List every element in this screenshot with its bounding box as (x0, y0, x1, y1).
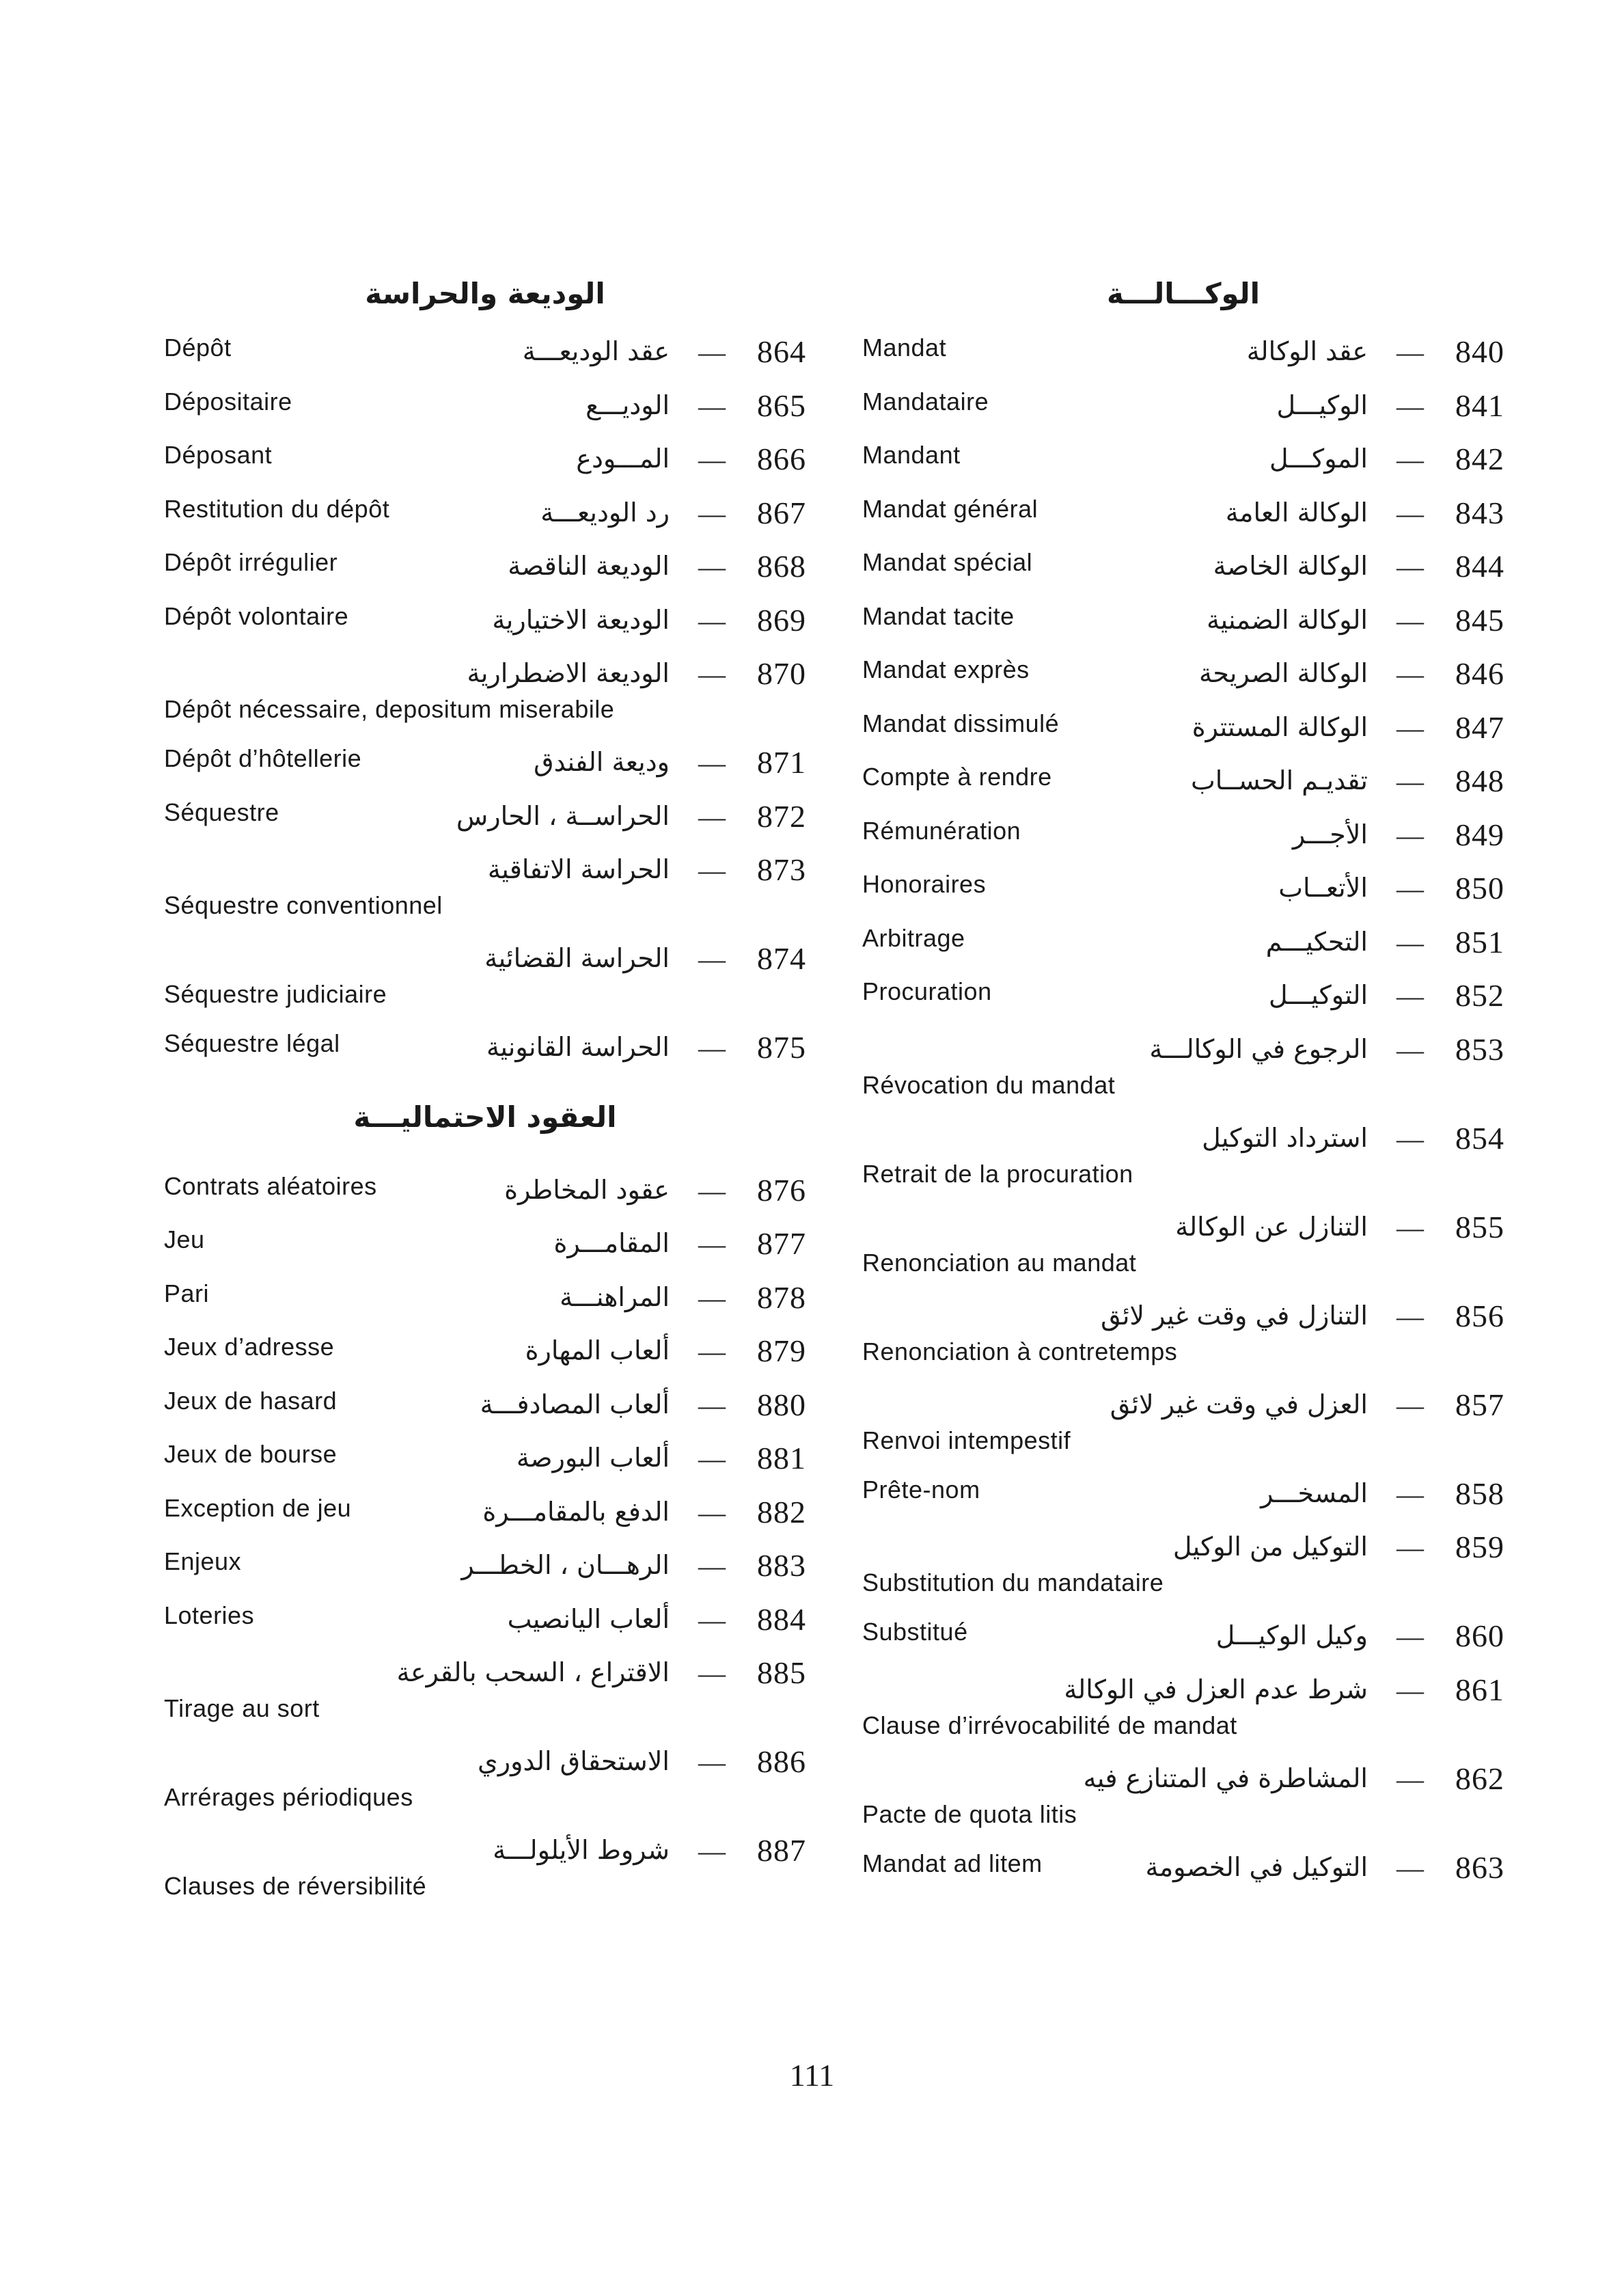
entry-dash: — (1396, 873, 1424, 904)
entry-dash: — (698, 1497, 726, 1528)
entry-number: 864 (757, 334, 806, 369)
entry-number: 852 (1455, 978, 1504, 1013)
french-term: Mandat (862, 334, 947, 362)
glossary-entry (862, 593, 1504, 647)
glossary-entry (862, 539, 1504, 593)
glossary-entry (862, 808, 1504, 862)
arabic-term: التنازل في وقت غير لائق (1101, 1300, 1368, 1331)
arabic-term: الرجوع في الوكالـــة (1149, 1033, 1368, 1064)
glossary-entry (862, 1752, 1504, 1840)
arabic-term: التوكيـــل (1269, 980, 1368, 1010)
entry-dash: — (1396, 1674, 1424, 1706)
entry-number: 867 (757, 495, 806, 530)
entry-number: 844 (1455, 549, 1504, 584)
entry-number: 858 (1455, 1476, 1504, 1511)
arabic-term: ألعاب اليانصيب (507, 1603, 670, 1634)
french-term: Honoraires (862, 870, 987, 898)
left-entry-list (164, 325, 806, 1074)
entry-dash: — (1396, 552, 1424, 582)
arabic-term: عقد الوديعـــة (522, 336, 670, 366)
entry-dash: — (698, 1747, 726, 1778)
french-term: Séquestre légal (164, 1029, 340, 1057)
arabic-term: التوكيل في الخصومة (1145, 1851, 1368, 1882)
french-term: Mandat spécial (862, 548, 1033, 576)
glossary-entry (164, 1270, 806, 1324)
french-term: Exception de jeu (164, 1493, 352, 1522)
arabic-term: شرط عدم العزل في الوكالة (1064, 1674, 1368, 1704)
french-term: Jeux de hasard (164, 1386, 338, 1415)
glossary-entry (862, 1609, 1504, 1663)
entry-number: 850 (1455, 871, 1504, 906)
arabic-term: تقديـم الحســاب (1190, 765, 1368, 796)
arabic-term: وكيل الوكيـــل (1215, 1620, 1368, 1650)
entry-dash: — (1396, 444, 1424, 475)
entry-number: 845 (1455, 602, 1504, 638)
arabic-term: ألعاب البورصة (516, 1443, 670, 1473)
french-term: Dépositaire (164, 387, 292, 416)
entry-dash: — (698, 1836, 726, 1866)
arabic-term: الوكالة الصريحة (1199, 658, 1368, 688)
entry-dash: — (1396, 659, 1424, 690)
arabic-term: الوديـــع (586, 390, 670, 420)
french-term: Mandat tacite (862, 601, 1015, 630)
arabic-term: الوكالة المستترة (1192, 711, 1368, 742)
glossary-entry (164, 593, 806, 647)
french-term: Procuration (862, 977, 992, 1005)
entry-number: 879 (757, 1333, 806, 1368)
entry-number: 882 (757, 1494, 806, 1530)
french-term: Substitué (862, 1618, 968, 1646)
entry-dash: — (1396, 1478, 1424, 1510)
glossary-entry (862, 1520, 1504, 1609)
entry-number: 842 (1455, 441, 1504, 476)
entry-number: 869 (757, 602, 806, 638)
arabic-term: الموكـــل (1269, 444, 1368, 474)
entry-number: 843 (1455, 495, 1504, 530)
arabic-term: شروط الأيلولـــة (493, 1835, 670, 1865)
arabic-term: المقامـــرة (553, 1228, 670, 1258)
entry-dash: — (698, 944, 726, 975)
arabic-term: الحراسة الاتفاقية (487, 854, 670, 884)
right-column (862, 263, 1504, 1894)
entry-number: 868 (757, 549, 806, 584)
glossary-entry (862, 647, 1504, 701)
entry-number: 886 (757, 1744, 806, 1779)
arabic-term: المسخـــر (1261, 1478, 1368, 1508)
page-number: 111 (789, 2058, 835, 2093)
glossary-entry (164, 379, 806, 433)
entry-number: 883 (757, 1548, 806, 1583)
glossary-entry (164, 1324, 806, 1378)
entry-dash: — (698, 390, 726, 422)
french-term: Substitution du mandataire (862, 1568, 1164, 1596)
entry-dash: — (1396, 819, 1424, 851)
glossary-entry (164, 1216, 806, 1270)
entry-number: 875 (757, 1030, 806, 1065)
entry-number: 841 (1455, 388, 1504, 423)
arabic-term: التحكيـــم (1265, 926, 1368, 957)
entry-number: 855 (1455, 1209, 1504, 1245)
arabic-term: التنازل عن الوكالة (1175, 1211, 1368, 1242)
entry-dash: — (1396, 1123, 1424, 1154)
french-term: Clause d’irrévocabilité de mandat (862, 1711, 1237, 1739)
entry-dash: — (698, 1033, 726, 1063)
arabic-term: الحراسة القضائية (484, 943, 670, 973)
french-term: Prête-nom (862, 1475, 980, 1504)
entry-number: 866 (757, 441, 806, 476)
french-term: Dépôt nécessaire, depositum miserabile (164, 695, 615, 723)
entry-dash: — (1396, 1852, 1424, 1884)
entry-number: 863 (1455, 1849, 1504, 1885)
arabic-term: الدفع بالمقامـــرة (482, 1496, 670, 1527)
entry-number: 874 (757, 941, 806, 976)
entry-number: 851 (1455, 924, 1504, 960)
entry-dash: — (698, 498, 726, 529)
entry-number: 849 (1455, 817, 1504, 852)
left-sub-entry-list (164, 1163, 806, 1913)
entry-dash: — (1396, 1034, 1424, 1065)
french-term: Séquestre (164, 798, 279, 826)
glossary-entry (862, 325, 1504, 379)
glossary-entry (862, 432, 1504, 486)
arabic-term: الأتعــاب (1278, 873, 1368, 903)
entry-dash: — (1396, 337, 1424, 368)
glossary-entry (164, 1823, 806, 1912)
glossary-entry (862, 1663, 1504, 1752)
glossary-entry (164, 1378, 806, 1432)
section-title-mandat: الوكـــالـــة (1106, 277, 1261, 310)
glossary-entry (862, 1200, 1504, 1289)
french-term: Séquestre conventionnel (164, 891, 443, 919)
entry-number: 859 (1455, 1530, 1504, 1564)
arabic-term: وديعة الفندق (534, 747, 670, 777)
entry-dash: — (698, 605, 726, 636)
entry-number: 846 (1455, 656, 1504, 691)
entry-dash: — (698, 552, 726, 582)
french-term: Restitution du dépôt (164, 494, 390, 523)
arabic-term: عقد الوكالة (1246, 336, 1368, 366)
entry-number: 853 (1455, 1031, 1504, 1067)
entry-dash: — (1396, 712, 1424, 744)
french-term: Contrats aléatoires (164, 1171, 377, 1200)
entry-number: 857 (1455, 1387, 1504, 1422)
french-term: Révocation du mandat (862, 1070, 1116, 1099)
glossary-entry (862, 1467, 1504, 1521)
entry-dash: — (1396, 981, 1424, 1011)
entry-dash: — (1396, 766, 1424, 797)
arabic-term: الرهـــان ، الخطـــر (461, 1550, 670, 1580)
french-term: Mandat général (862, 494, 1038, 523)
entry-dash: — (1396, 1621, 1424, 1652)
entry-dash: — (1396, 1212, 1424, 1243)
entry-number: 860 (1455, 1618, 1504, 1653)
arabic-term: الوكالة الخاصة (1213, 551, 1368, 581)
arabic-term: الاستحقاق الدوري (478, 1746, 670, 1776)
entry-number: 847 (1455, 709, 1504, 745)
glossary-entry (164, 843, 806, 932)
arabic-term: عقود المخاطرة (504, 1174, 670, 1205)
entry-dash: — (698, 1282, 726, 1314)
arabic-term: المراهنـــة (560, 1281, 670, 1312)
entry-number: 880 (757, 1387, 806, 1422)
entry-dash: — (1396, 498, 1424, 529)
arabic-term: المشاطرة في المتنازع فيه (1083, 1763, 1368, 1793)
glossary-entry (164, 1646, 806, 1735)
entry-number: 856 (1455, 1298, 1504, 1333)
french-term: Pari (164, 1279, 210, 1307)
entry-dash: — (698, 1658, 726, 1689)
entry-number: 881 (757, 1441, 806, 1476)
glossary-entry (862, 861, 1504, 915)
french-term: Rémunération (862, 816, 1021, 845)
entry-dash: — (698, 801, 726, 832)
arabic-term: العزل في وقت غير لائق (1110, 1389, 1368, 1419)
entry-dash: — (698, 1604, 726, 1635)
entry-dash: — (698, 1389, 726, 1421)
glossary-entry (862, 1111, 1504, 1200)
glossary-entry (862, 1022, 1504, 1111)
french-term: Renonciation au mandat (862, 1248, 1137, 1277)
french-term: Dépôt irrégulier (164, 548, 338, 576)
entry-dash: — (698, 1443, 726, 1474)
entry-number: 877 (757, 1226, 806, 1261)
glossary-entry (164, 432, 806, 486)
arabic-term: الاقتراع ، السحب بالقرعة (396, 1657, 670, 1687)
arabic-term: الوديعة الاضطرارية (467, 658, 670, 688)
arabic-term: الأجـــر (1292, 819, 1368, 849)
french-term: Compte à rendre (862, 763, 1052, 791)
glossary-entry (164, 1485, 806, 1539)
glossary-entry (862, 915, 1504, 969)
entry-dash: — (1396, 390, 1424, 422)
entry-dash: — (1396, 1389, 1424, 1421)
arabic-term: الوكيـــل (1276, 390, 1368, 420)
entry-number: 887 (757, 1833, 806, 1868)
section-title-depot: الوديعة والحراسة (365, 277, 605, 310)
glossary-entry (164, 486, 806, 540)
entry-dash: — (698, 1551, 726, 1581)
french-term: Mandat ad litem (862, 1849, 1043, 1877)
entry-number: 884 (757, 1601, 806, 1637)
arabic-term: الحراسة القانونية (486, 1032, 670, 1062)
entry-number: 848 (1455, 763, 1504, 798)
french-term: Dépôt (164, 334, 232, 362)
glossary-entry (862, 486, 1504, 540)
french-term: Loteries (164, 1601, 255, 1629)
glossary-entry (862, 701, 1504, 754)
french-term: Renonciation à contretemps (862, 1337, 1178, 1365)
french-term: Retrait de la procuration (862, 1159, 1133, 1188)
glossary-entry (164, 647, 806, 735)
arabic-term: التوكيل من الوكيل (1172, 1532, 1368, 1562)
entry-number: 862 (1455, 1760, 1504, 1796)
glossary-entry (862, 1378, 1504, 1467)
entry-number: 878 (757, 1279, 806, 1315)
glossary-entry (164, 1020, 806, 1074)
glossary-entry (164, 1538, 806, 1592)
french-term: Clauses de réversibilité (164, 1872, 427, 1900)
entry-dash: — (1396, 1532, 1424, 1563)
entry-dash: — (698, 1175, 726, 1206)
entry-number: 854 (1455, 1120, 1504, 1156)
entry-dash: — (698, 444, 726, 475)
french-term: Dépôt d’hôtellerie (164, 744, 362, 772)
left-column (164, 263, 806, 1912)
arabic-term: الوديعة الاختيارية (492, 604, 670, 635)
glossary-entry (164, 1592, 806, 1646)
french-term: Tirage au sort (164, 1694, 320, 1722)
glossary-entry (862, 379, 1504, 433)
entry-number: 871 (757, 745, 806, 780)
entry-dash: — (1396, 1301, 1424, 1332)
right-entry-list (862, 325, 1504, 1894)
arabic-term: رد الوديعـــة (540, 497, 670, 528)
glossary-entry (164, 1431, 806, 1485)
glossary-entry (164, 932, 806, 1020)
arabic-term: الحراســة ، الحارس (456, 800, 670, 831)
entry-dash: — (698, 748, 726, 778)
french-term: Déposant (164, 441, 273, 469)
french-term: Renvoi intempestif (862, 1426, 1071, 1454)
section-title-contrats-aleatoires: العقود الاحتماليـــة (353, 1100, 617, 1134)
entry-number: 870 (757, 656, 806, 691)
entry-number: 872 (757, 798, 806, 834)
arabic-term: استرداد التوكيل (1202, 1122, 1368, 1153)
arabic-term: الوكالة الضمنية (1207, 604, 1368, 635)
entry-number: 876 (757, 1172, 806, 1208)
french-term: Mandant (862, 441, 961, 469)
entry-number: 885 (757, 1655, 806, 1690)
glossary-entry (164, 1163, 806, 1217)
entry-dash: — (698, 1229, 726, 1260)
entry-number: 840 (1455, 334, 1504, 369)
entry-dash: — (698, 337, 726, 368)
arabic-term: الوكالة العامة (1225, 497, 1368, 528)
french-term: Enjeux (164, 1547, 242, 1575)
arabic-term: ألعاب المصادفـــة (480, 1389, 670, 1419)
french-term: Jeu (164, 1225, 205, 1253)
french-term: Dépôt volontaire (164, 601, 349, 630)
entry-dash: — (698, 1336, 726, 1367)
glossary-entry (164, 325, 806, 379)
entry-dash: — (698, 855, 726, 886)
glossary-entry (164, 735, 806, 789)
entry-dash: — (1396, 1763, 1424, 1795)
glossary-entry (164, 539, 806, 593)
entry-number: 861 (1455, 1672, 1504, 1707)
arabic-term: المـــودع (576, 444, 670, 474)
glossary-entry (164, 1735, 806, 1823)
french-term: Arrérages périodiques (164, 1783, 413, 1811)
french-term: Mandat dissimulé (862, 709, 1060, 737)
french-term: Mandataire (862, 387, 989, 416)
french-term: Jeux d’adresse (164, 1333, 335, 1361)
glossary-entry (862, 968, 1504, 1022)
entry-dash: — (1396, 605, 1424, 636)
arabic-term: الوديعة الناقصة (508, 551, 670, 581)
entry-dash: — (698, 659, 726, 690)
french-term: Jeux de bourse (164, 1440, 338, 1468)
arabic-term: ألعاب المهارة (525, 1335, 670, 1365)
glossary-entry (862, 754, 1504, 808)
entry-dash: — (1396, 927, 1424, 958)
french-term: Séquestre judiciaire (164, 980, 387, 1008)
glossary-entry (164, 789, 806, 843)
french-term: Mandat exprès (862, 655, 1030, 683)
french-term: Pacte de quota litis (862, 1799, 1077, 1828)
glossary-entry (862, 1289, 1504, 1378)
entry-number: 873 (757, 852, 806, 887)
glossary-entry (862, 1840, 1504, 1894)
entry-number: 865 (757, 388, 806, 423)
french-term: Arbitrage (862, 923, 965, 952)
